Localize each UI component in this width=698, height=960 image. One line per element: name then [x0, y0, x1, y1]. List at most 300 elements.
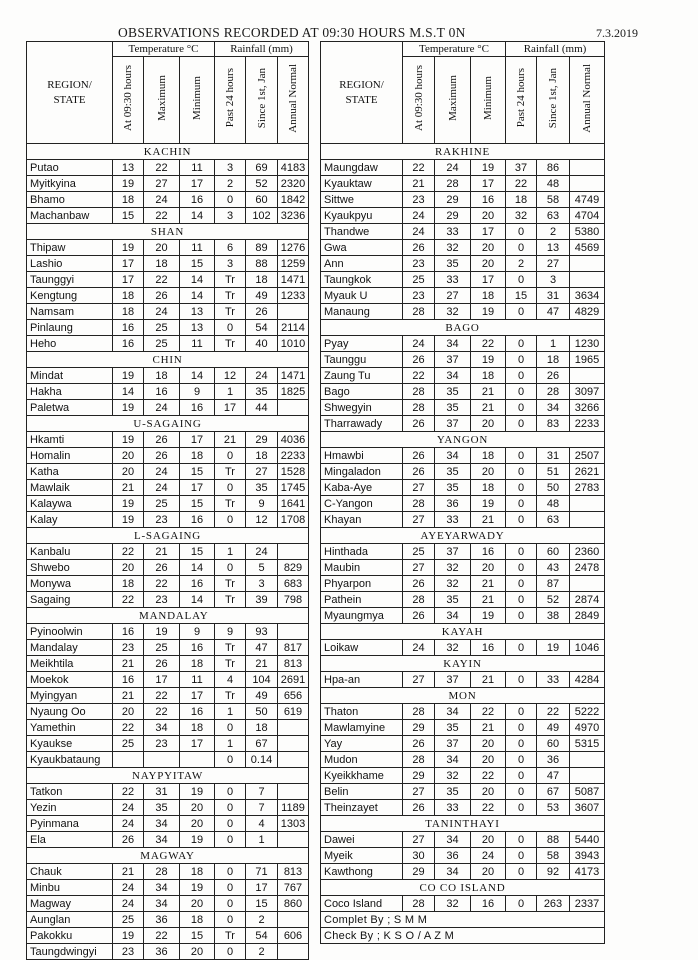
rain-past-24h: 32 — [506, 208, 537, 224]
temp-minimum: 16 — [471, 640, 506, 656]
temp-maximum: 22 — [144, 688, 180, 704]
rain-annual-normal: 813 — [278, 864, 309, 880]
station-name: Bago — [321, 384, 403, 400]
rain-annual-normal: 1745 — [278, 480, 309, 496]
station-name: Sittwe — [321, 192, 403, 208]
minimum-header: Minimum — [471, 57, 506, 144]
rain-past-24h: 0 — [215, 480, 246, 496]
table-row — [321, 304, 605, 320]
temp-minimum: 16 — [180, 400, 215, 416]
rain-past-24h: 0 — [215, 720, 246, 736]
rain-since-jan: 89 — [246, 240, 278, 256]
rain-annual-normal — [570, 256, 605, 272]
table-row — [321, 480, 605, 496]
temp-maximum: 28 — [144, 864, 180, 880]
rain-past-24h: 1 — [215, 384, 246, 400]
temp-maximum: 35 — [435, 720, 471, 736]
rain-annual-normal: 1528 — [278, 464, 309, 480]
rain-past-24h: 1 — [215, 736, 246, 752]
temp-at-0930: 21 — [403, 176, 435, 192]
temp-maximum: 37 — [435, 544, 471, 560]
temp-at-0930: 25 — [403, 272, 435, 288]
temp-maximum: 29 — [435, 192, 471, 208]
station-name: Mingaladon — [321, 464, 403, 480]
rain-since-jan: 18 — [246, 272, 278, 288]
temp-maximum: 24 — [435, 160, 471, 176]
temp-minimum: 19 — [180, 880, 215, 896]
rain-since-jan: 15 — [246, 896, 278, 912]
rain-past-24h: 17 — [215, 400, 246, 416]
temp-at-0930: 26 — [403, 800, 435, 816]
section-row — [27, 144, 309, 160]
station-name: Ann — [321, 256, 403, 272]
temp-maximum: 34 — [435, 336, 471, 352]
temp-maximum: 32 — [435, 240, 471, 256]
rain-since-jan: 27 — [537, 256, 570, 272]
station-name: Chauk — [27, 864, 113, 880]
rain-annual-normal: 606 — [278, 928, 309, 944]
temp-at-0930: 22 — [113, 544, 144, 560]
rain-past-24h: 0 — [215, 800, 246, 816]
temp-minimum: 20 — [471, 752, 506, 768]
temp-at-0930: 28 — [403, 400, 435, 416]
temp-maximum: 24 — [144, 304, 180, 320]
rain-annual-normal: 1189 — [278, 800, 309, 816]
rain-past-24h: Tr — [215, 272, 246, 288]
temp-at-0930: 25 — [113, 736, 144, 752]
rainfall-header: Rainfall (mm) — [506, 42, 605, 57]
station-name: Maungdaw — [321, 160, 403, 176]
table-row — [27, 272, 309, 288]
table-row — [321, 256, 605, 272]
temp-minimum: 15 — [180, 256, 215, 272]
rain-since-jan: 7 — [246, 784, 278, 800]
rain-since-jan: 33 — [537, 672, 570, 688]
temp-at-0930: 29 — [403, 768, 435, 784]
table-row — [27, 896, 309, 912]
temp-maximum: 22 — [144, 272, 180, 288]
rain-annual-normal: 4569 — [570, 240, 605, 256]
rain-annual-normal: 4829 — [570, 304, 605, 320]
temp-minimum: 17 — [471, 224, 506, 240]
temp-at-0930: 24 — [113, 800, 144, 816]
rain-annual-normal — [278, 736, 309, 752]
station-name: Yay — [321, 736, 403, 752]
temp-minimum: 22 — [471, 768, 506, 784]
rain-past-24h: Tr — [215, 640, 246, 656]
temp-minimum: 14 — [180, 368, 215, 384]
rain-since-jan: 5 — [246, 560, 278, 576]
rain-past-24h: 0 — [506, 416, 537, 432]
temp-at-0930: 28 — [403, 592, 435, 608]
rain-since-jan: 67 — [246, 736, 278, 752]
rain-annual-normal: 2849 — [570, 608, 605, 624]
rain-past-24h: 0 — [506, 896, 537, 912]
table-row — [321, 896, 605, 912]
rain-past-24h: 0 — [215, 448, 246, 464]
temp-maximum: 35 — [435, 256, 471, 272]
station-name: Hkamti — [27, 432, 113, 448]
rain-since-jan: 9 — [246, 496, 278, 512]
table-row — [321, 464, 605, 480]
temp-at-0930: 28 — [403, 896, 435, 912]
temp-at-0930: 27 — [403, 784, 435, 800]
temp-minimum: 19 — [471, 160, 506, 176]
rain-past-24h: 0 — [506, 736, 537, 752]
rain-past-24h: 0 — [506, 336, 537, 352]
rain-past-24h: 12 — [215, 368, 246, 384]
rain-annual-normal: 1010 — [278, 336, 309, 352]
table-row — [27, 784, 309, 800]
temp-at-0930: 26 — [113, 832, 144, 848]
temp-maximum: 37 — [435, 352, 471, 368]
rain-annual-normal: 5380 — [570, 224, 605, 240]
rain-annual-normal: 5315 — [570, 736, 605, 752]
temp-maximum: 32 — [435, 768, 471, 784]
temp-maximum: 25 — [144, 336, 180, 352]
rain-annual-normal: 1276 — [278, 240, 309, 256]
station-name: Myingyan — [27, 688, 113, 704]
station-name: Heho — [27, 336, 113, 352]
rain-since-jan: 50 — [537, 480, 570, 496]
rain-since-jan: 38 — [537, 608, 570, 624]
table-row — [27, 800, 309, 816]
station-name: Kyaukpyu — [321, 208, 403, 224]
region-section-header: L-SAGAING — [27, 528, 309, 544]
temp-maximum: 32 — [435, 304, 471, 320]
rain-since-jan: 19 — [537, 640, 570, 656]
rain-annual-normal — [570, 752, 605, 768]
temp-at-0930: 22 — [113, 720, 144, 736]
region-section-header: KACHIN — [27, 144, 309, 160]
temp-minimum: 18 — [471, 480, 506, 496]
temp-at-0930: 30 — [403, 848, 435, 864]
temp-minimum: 20 — [180, 944, 215, 960]
temp-maximum: 34 — [435, 608, 471, 624]
rain-since-jan: 54 — [246, 928, 278, 944]
temp-at-0930: 24 — [113, 880, 144, 896]
temp-minimum: 21 — [471, 384, 506, 400]
temp-minimum: 22 — [471, 704, 506, 720]
temp-at-0930: 13 — [113, 160, 144, 176]
rain-since-jan: 49 — [246, 688, 278, 704]
rain-past-24h: Tr — [215, 464, 246, 480]
temp-maximum: 35 — [435, 784, 471, 800]
temp-maximum: 26 — [144, 656, 180, 672]
rain-since-jan: 47 — [537, 304, 570, 320]
station-name: Zaung Tu — [321, 368, 403, 384]
temp-maximum: 34 — [144, 896, 180, 912]
section-row — [27, 848, 309, 864]
region-section-header: RAKHINE — [321, 144, 605, 160]
temp-maximum: 34 — [144, 832, 180, 848]
rain-past-24h: 3 — [215, 160, 246, 176]
rain-since-jan: 31 — [537, 448, 570, 464]
region-state-header: REGION/ STATE — [321, 42, 403, 144]
annual-normal-header: Annual Normal — [278, 57, 309, 144]
rain-past-24h: 15 — [506, 288, 537, 304]
region-section-header: TANINTHAYI — [321, 816, 605, 832]
table-row — [27, 320, 309, 336]
station-name: C-Yangon — [321, 496, 403, 512]
table-row — [321, 352, 605, 368]
station-name: Kawthong — [321, 864, 403, 880]
rain-annual-normal — [278, 832, 309, 848]
temp-maximum: 25 — [144, 640, 180, 656]
footer-row — [321, 912, 605, 928]
station-name: Dawei — [321, 832, 403, 848]
station-name: Phyarpon — [321, 576, 403, 592]
temp-maximum: 23 — [144, 736, 180, 752]
temp-maximum: 17 — [144, 672, 180, 688]
table-row — [27, 288, 309, 304]
station-name: Paletwa — [27, 400, 113, 416]
temp-at-0930: 29 — [403, 864, 435, 880]
rain-annual-normal: 1965 — [570, 352, 605, 368]
past-24-hours-header: Past 24 hours — [506, 57, 537, 144]
region-section-header: CHIN — [27, 352, 309, 368]
temp-at-0930: 28 — [403, 704, 435, 720]
rain-since-jan: 0.14 — [246, 752, 278, 768]
table-row — [27, 816, 309, 832]
temp-minimum: 18 — [180, 864, 215, 880]
rain-past-24h: 0 — [215, 896, 246, 912]
station-name: Shwegyin — [321, 400, 403, 416]
right-table-body — [321, 144, 605, 944]
rain-past-24h: 0 — [215, 816, 246, 832]
rain-past-24h: 2 — [506, 256, 537, 272]
rain-annual-normal: 2507 — [570, 448, 605, 464]
rain-annual-normal: 2114 — [278, 320, 309, 336]
region-section-header: NAYPYITAW — [27, 768, 309, 784]
station-name: Moekok — [27, 672, 113, 688]
station-name: Mindat — [27, 368, 113, 384]
rain-annual-normal: 2691 — [278, 672, 309, 688]
temp-minimum: 16 — [180, 192, 215, 208]
region-section-header: AYEYARWADY — [321, 528, 605, 544]
temp-maximum: 34 — [435, 864, 471, 880]
rain-annual-normal: 683 — [278, 576, 309, 592]
temp-minimum: 16 — [180, 576, 215, 592]
station-name: Putao — [27, 160, 113, 176]
temp-maximum: 32 — [435, 640, 471, 656]
rain-since-jan: 52 — [537, 592, 570, 608]
temp-minimum: 16 — [471, 896, 506, 912]
temp-at-0930: 22 — [403, 368, 435, 384]
temp-maximum: 34 — [144, 880, 180, 896]
temp-minimum: 19 — [471, 352, 506, 368]
temp-at-0930: 24 — [403, 224, 435, 240]
station-name: Taungkok — [321, 272, 403, 288]
temp-at-0930: 26 — [403, 736, 435, 752]
temp-maximum: 32 — [435, 560, 471, 576]
temp-maximum: 37 — [435, 736, 471, 752]
region-section-header: BAGO — [321, 320, 605, 336]
table-row — [321, 608, 605, 624]
rain-annual-normal — [278, 304, 309, 320]
rain-annual-normal: 2233 — [570, 416, 605, 432]
table-row — [321, 272, 605, 288]
rain-annual-normal — [278, 720, 309, 736]
rain-past-24h: 21 — [215, 432, 246, 448]
rain-annual-normal — [278, 544, 309, 560]
temp-maximum: 33 — [435, 224, 471, 240]
rain-past-24h: 0 — [215, 864, 246, 880]
temp-at-0930: 21 — [113, 656, 144, 672]
temp-at-0930: 26 — [403, 608, 435, 624]
table-row — [27, 512, 309, 528]
maximum-header: Maximum — [435, 57, 471, 144]
station-name: Magway — [27, 896, 113, 912]
temp-maximum: 31 — [144, 784, 180, 800]
station-name: Myauk U — [321, 288, 403, 304]
rain-since-jan: 44 — [246, 400, 278, 416]
rain-since-jan: 60 — [537, 544, 570, 560]
since-jan-header: Since 1st, Jan — [537, 57, 570, 144]
table-row — [27, 448, 309, 464]
temp-maximum: 37 — [435, 416, 471, 432]
temp-maximum: 23 — [144, 592, 180, 608]
station-name: Sagaing — [27, 592, 113, 608]
rain-annual-normal: 3634 — [570, 288, 605, 304]
rain-past-24h: 0 — [506, 400, 537, 416]
region-state-header: REGION/ STATE — [27, 42, 113, 144]
temp-minimum: 22 — [471, 336, 506, 352]
station-name: Hmawbi — [321, 448, 403, 464]
at-0930-header: At 09:30 hours — [113, 57, 144, 144]
station-name: Kengtung — [27, 288, 113, 304]
rain-past-24h: 0 — [506, 752, 537, 768]
table-row — [321, 576, 605, 592]
temp-minimum: 21 — [471, 512, 506, 528]
temp-minimum: 18 — [180, 448, 215, 464]
rain-past-24h: 0 — [506, 560, 537, 576]
rain-past-24h: 0 — [215, 320, 246, 336]
temp-minimum: 20 — [471, 560, 506, 576]
rain-annual-normal — [570, 576, 605, 592]
rain-past-24h: 0 — [215, 832, 246, 848]
temp-maximum: 26 — [144, 448, 180, 464]
temp-at-0930: 23 — [113, 944, 144, 960]
station-name: Manaung — [321, 304, 403, 320]
rain-since-jan: 3 — [537, 272, 570, 288]
region-section-header: MANDALAY — [27, 608, 309, 624]
temp-minimum: 17 — [471, 176, 506, 192]
temp-at-0930: 25 — [403, 544, 435, 560]
rain-annual-normal: 5440 — [570, 832, 605, 848]
region-section-header: SHAN — [27, 224, 309, 240]
rain-since-jan: 43 — [537, 560, 570, 576]
rain-past-24h: 1 — [215, 544, 246, 560]
region-section-header: MON — [321, 688, 605, 704]
rain-annual-normal: 1842 — [278, 192, 309, 208]
rainfall-header: Rainfall (mm) — [215, 42, 309, 57]
rain-annual-normal — [278, 912, 309, 928]
rain-past-24h: 2 — [215, 176, 246, 192]
table-row — [321, 384, 605, 400]
rain-since-jan: 48 — [537, 176, 570, 192]
temp-at-0930: 26 — [403, 464, 435, 480]
table-row — [27, 368, 309, 384]
rain-past-24h: 4 — [215, 672, 246, 688]
rain-since-jan: 13 — [537, 240, 570, 256]
section-row — [321, 432, 605, 448]
rain-past-24h: 1 — [215, 704, 246, 720]
rain-annual-normal: 1471 — [278, 368, 309, 384]
temp-at-0930: 19 — [113, 368, 144, 384]
rain-since-jan: 263 — [537, 896, 570, 912]
rain-annual-normal: 1233 — [278, 288, 309, 304]
temp-at-0930: 21 — [113, 480, 144, 496]
rain-annual-normal: 4183 — [278, 160, 309, 176]
temp-minimum: 21 — [471, 576, 506, 592]
temp-minimum: 17 — [180, 480, 215, 496]
temp-minimum: 11 — [180, 240, 215, 256]
temp-minimum: 16 — [180, 704, 215, 720]
rain-annual-normal: 4704 — [570, 208, 605, 224]
temp-maximum: 27 — [144, 176, 180, 192]
rain-since-jan: 63 — [537, 512, 570, 528]
table-row — [27, 672, 309, 688]
rain-annual-normal — [570, 160, 605, 176]
station-name: Monywa — [27, 576, 113, 592]
temp-maximum: 34 — [144, 720, 180, 736]
station-name: Kyauktaw — [321, 176, 403, 192]
station-name: Kalaywa — [27, 496, 113, 512]
rain-since-jan: 71 — [246, 864, 278, 880]
station-name: Pyay — [321, 336, 403, 352]
rain-past-24h: Tr — [215, 656, 246, 672]
temp-minimum: 16 — [471, 192, 506, 208]
temp-maximum: 34 — [144, 816, 180, 832]
section-row — [321, 880, 605, 896]
region-section-header: U-SAGAING — [27, 416, 309, 432]
temp-maximum: 35 — [435, 384, 471, 400]
rain-annual-normal: 2320 — [278, 176, 309, 192]
table-row — [27, 736, 309, 752]
rain-since-jan: 88 — [537, 832, 570, 848]
rain-annual-normal: 860 — [278, 896, 309, 912]
temp-maximum: 25 — [144, 496, 180, 512]
temp-maximum: 35 — [435, 592, 471, 608]
rain-annual-normal: 3236 — [278, 208, 309, 224]
temp-at-0930: 20 — [113, 448, 144, 464]
temp-at-0930: 15 — [113, 208, 144, 224]
table-row — [321, 736, 605, 752]
table-row — [321, 592, 605, 608]
minimum-header: Minimum — [180, 57, 215, 144]
rain-since-jan: 69 — [246, 160, 278, 176]
temp-at-0930: 27 — [403, 832, 435, 848]
temp-minimum: 14 — [180, 592, 215, 608]
table-row — [27, 576, 309, 592]
temp-maximum: 35 — [144, 800, 180, 816]
rain-past-24h: 0 — [506, 608, 537, 624]
temp-at-0930 — [113, 752, 144, 768]
temp-maximum: 35 — [435, 400, 471, 416]
section-row — [27, 608, 309, 624]
rain-past-24h: 18 — [506, 192, 537, 208]
station-name: Kyaukbataung — [27, 752, 113, 768]
rain-since-jan: 53 — [537, 800, 570, 816]
rain-since-jan: 2 — [537, 224, 570, 240]
temp-maximum: 34 — [435, 752, 471, 768]
temp-at-0930: 24 — [403, 208, 435, 224]
rain-annual-normal — [278, 624, 309, 640]
temp-at-0930: 19 — [113, 240, 144, 256]
rain-annual-normal: 4284 — [570, 672, 605, 688]
temp-at-0930: 16 — [113, 672, 144, 688]
